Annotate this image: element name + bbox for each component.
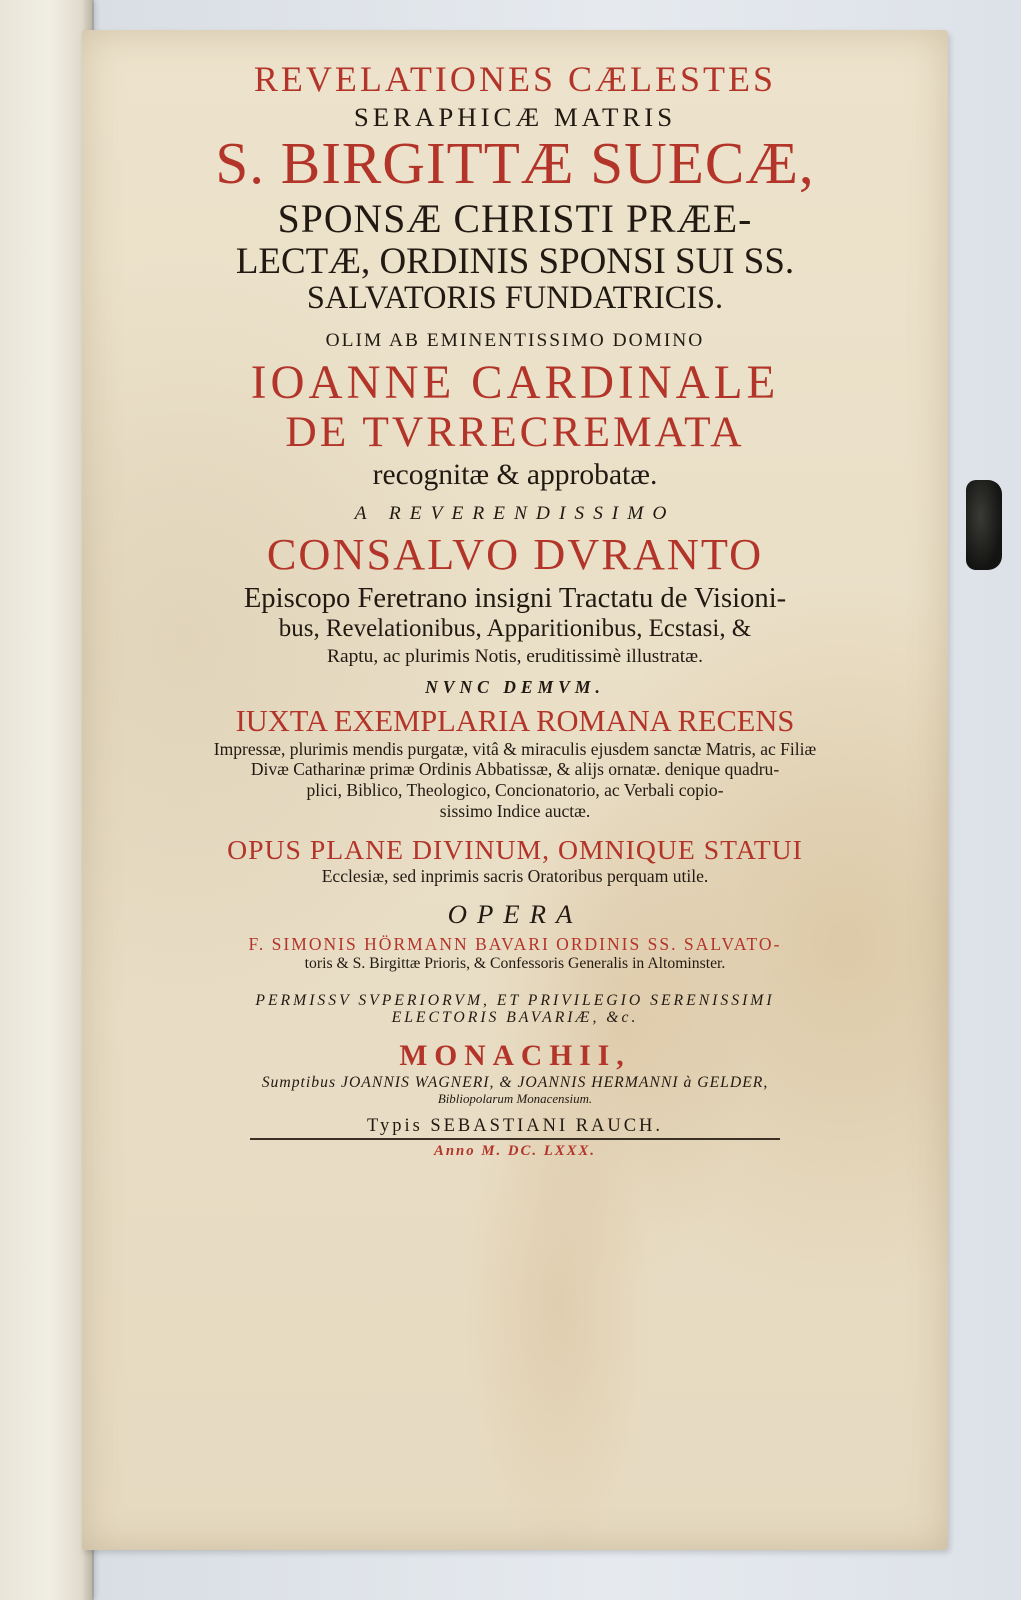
title-line-impressae-2: Divæ Catharinæ primæ Ordinis Abbatissæ, & alijs ornatæ. denique quadru-	[250, 759, 780, 780]
title-line-simonis: F. SIMONIS HÖRMANN BAVARI ORDINIS SS. SALVATO-	[248, 934, 782, 955]
title-line-iuxta: IUXTA EXEMPLARIA ROMANA RECENS	[235, 703, 795, 738]
title-line-lectae: LECTÆ, ORDINIS SPONSI SUI SS.	[235, 239, 795, 281]
title-line-raptu: Raptu, ac plurimis Notis, eruditissimè illustratæ.	[327, 645, 703, 667]
title-line-impressae-1: Impressæ, plurimis mendis purgatæ, vitâ & miraculis ejusdem sanctæ Matris, ac Filiæ	[213, 738, 817, 759]
title-line-episcopo: Episcopo Feretrano insigni Tractatu de Visioni-	[243, 581, 787, 614]
title-line-turrecremata: DE TVRRECREMATA	[285, 408, 745, 457]
facing-page	[0, 0, 92, 1600]
title-line-impressae-3: plici, Biblico, Theologico, Concionatorio, ac Verbali copio-	[306, 780, 724, 801]
imprint-publishers: Sumptibus JOANNIS WAGNERI, & JOANNIS HERMANNI à GELDER,	[261, 1073, 769, 1091]
title-line-salvatoris: SALVATORIS FUNDATRICIS.	[306, 279, 724, 316]
title-line-opus: OPUS PLANE DIVINUM, OMNIQUE STATUI	[227, 834, 803, 866]
title-line-revelationes: REVELATIONES CÆLESTES	[253, 59, 777, 99]
title-line-ioanne: IOANNE CARDINALE	[250, 357, 780, 410]
title-line-toris: toris & S. Birgittæ Prioris, & Confessoris Generalis in Altominster.	[304, 955, 726, 972]
clasp	[966, 480, 1002, 570]
title-line-a-reverendissimo: A REVERENDISSIMO	[354, 503, 676, 525]
title-line-olim: OLIM AB EMINENTISSIMO DOMINO	[325, 330, 705, 352]
title-line-impressae-4: sissimo Indice auctæ.	[439, 801, 591, 822]
imprint-rule	[250, 1138, 780, 1140]
imprint-date: Anno M. DC. LXXX.	[433, 1142, 596, 1159]
imprint-printer: Typis SEBASTIANI RAUCH.	[366, 1114, 664, 1135]
imprint-booksellers: Bibliopolarum Monacensium.	[437, 1090, 593, 1106]
title-page	[82, 30, 948, 1550]
title-line-ecclesiae: Ecclesiæ, sed inprimis sacris Oratoribus perquam utile.	[321, 866, 709, 887]
title-line-recognitae: recognitæ & approbatæ.	[372, 459, 658, 492]
title-line-sponsae: SPONSÆ CHRISTI PRÆE-	[277, 196, 753, 241]
title-line-nunc-demum: NVNC DEMVM.	[425, 676, 605, 697]
title-line-opera: OPERA	[447, 899, 583, 930]
title-line-electoris: ELECTORIS BAVARIÆ, &c.	[391, 1008, 639, 1026]
title-text-block	[82, 60, 948, 1160]
imprint-place: MONACHII,	[399, 1039, 631, 1072]
title-line-revelationibus: bus, Revelationibus, Apparitionibus, Ecstasi, &	[278, 614, 752, 642]
title-line-seraphicae: SERAPHICÆ MATRIS	[353, 101, 677, 132]
title-line-consalvo: CONSALVO DVRANTO	[266, 528, 764, 579]
title-line-permissu: PERMISSV SVPERIORVM, ET PRIVILEGIO SERENISSIMI	[255, 991, 775, 1009]
title-line-birgittae: S. BIRGITTÆ SUECÆ,	[215, 129, 815, 196]
